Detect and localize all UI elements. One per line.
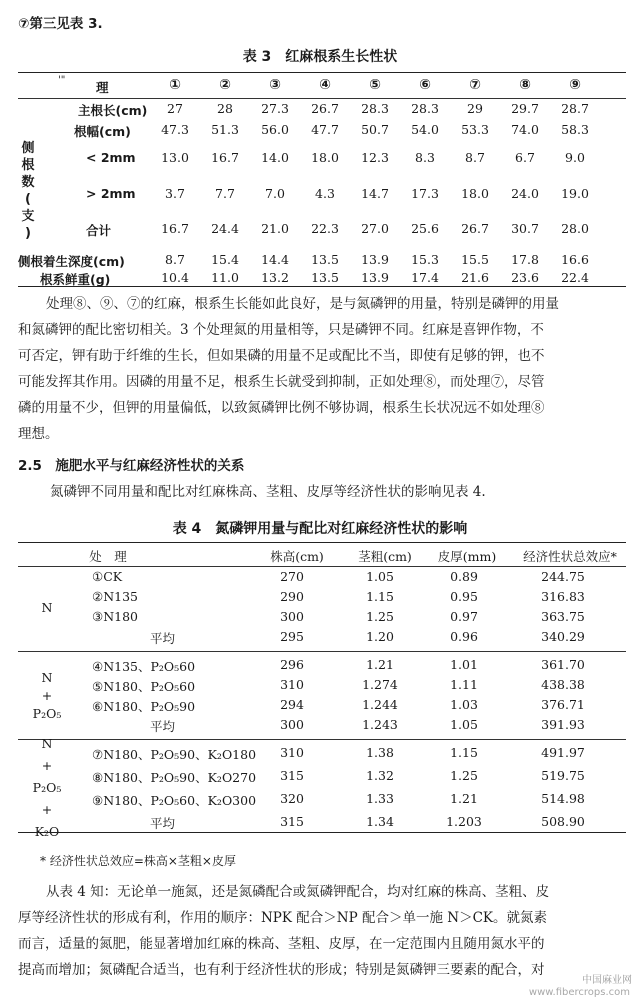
table4-group-label: N — [41, 736, 53, 751]
table3-cell: 14.4 — [261, 252, 289, 267]
table4-cell: 0.96 — [450, 629, 478, 644]
watermark-site-name: 中国麻业网 — [582, 975, 632, 986]
table4-cell: 1.11 — [450, 677, 478, 692]
table3-cell: 23.6 — [511, 270, 539, 285]
paragraph-1-line: 可否定，钾有助于纤维的生长，但如果磷的用量不足或配比不当，即使有足够的钾，也不 — [18, 348, 545, 364]
table4-header-rule — [18, 566, 626, 567]
table4-cell: 363.75 — [541, 609, 585, 624]
table3-side-char: 根 — [21, 158, 35, 173]
table3-col-header: ⑥ — [419, 77, 431, 93]
table4-cell: 1.244 — [362, 697, 398, 712]
table3-cell: 8.7 — [165, 252, 185, 267]
table3-cell: 24.0 — [511, 186, 539, 201]
table4-row-name: ⑧N180、P₂O₅90、K₂O270 — [92, 770, 257, 785]
table4-top-rule — [18, 542, 626, 543]
table4-cell: 315 — [280, 814, 304, 829]
table4-col-header: 经济性状总效应* — [523, 549, 617, 564]
table4-cell: 1.25 — [366, 609, 394, 624]
section-heading: 2.5 施肥水平与红麻经济性状的关系 — [18, 458, 245, 474]
table3-cell: 6.7 — [515, 150, 535, 165]
table3-top-rule — [18, 72, 626, 73]
section-text: 氮磷钾不同用量和配比对红麻株高、茎粗、皮厚等经济性状的影响见表 4. — [50, 484, 486, 500]
watermark-url: www.fibercrops.com — [528, 987, 630, 998]
table3-header-label: 理 — [96, 80, 109, 95]
table4-cell: 320 — [280, 791, 304, 806]
table3-side-char: ) — [25, 226, 31, 241]
table4-cell: 0.95 — [450, 589, 478, 604]
table4-row-name: ⑤N180、P₂O₅60 — [92, 679, 196, 694]
table3-row-label: 主根长(cm) — [78, 103, 148, 118]
table4-row-name: 平均 — [150, 631, 176, 646]
table4-cell: 315 — [280, 768, 304, 783]
table4-cell: 1.32 — [366, 768, 394, 783]
table4-cell: 1.03 — [450, 697, 478, 712]
table3-cell: 16.7 — [161, 221, 189, 236]
table4-group-label: + — [41, 802, 53, 817]
table4-cell: 438.38 — [541, 677, 585, 692]
table4-cell: 270 — [280, 569, 304, 584]
table3-cell: 13.5 — [311, 252, 339, 267]
table3-cell: 22.3 — [311, 221, 339, 236]
paragraph-1-line: 理想。 — [18, 426, 59, 442]
table3-cell: 19.0 — [561, 186, 589, 201]
table3-cell: 8.3 — [415, 150, 435, 165]
table3-cell: 21.6 — [461, 270, 489, 285]
table4-cell: 1.15 — [450, 745, 478, 760]
table3-cell: 4.3 — [315, 186, 335, 201]
table3-side-char: 侧 — [21, 141, 35, 156]
table4-cell: 1.25 — [450, 768, 478, 783]
table4-cell: 244.75 — [541, 569, 585, 584]
table3-col-header: ⑧ — [519, 77, 531, 93]
table4-cell: 300 — [280, 609, 304, 624]
table4-cell: 1.05 — [450, 717, 478, 732]
table4-cell: 310 — [280, 745, 304, 760]
table3-cell: 21.0 — [261, 221, 289, 236]
table4-group-label: N — [41, 670, 53, 685]
table3-cell: 74.0 — [511, 122, 539, 137]
table3-col-header: ① — [169, 77, 181, 93]
table3-cell: 54.0 — [411, 122, 439, 137]
table3-cell: 17.4 — [411, 270, 439, 285]
paragraph-2-line: 提高而增加；氮磷配合适当，也有利于经济性状的形成；特别是氮磷钾三要素的配合，对 — [18, 962, 545, 978]
table3-title: 表 3 红麻根系生长性状 — [242, 49, 398, 65]
table3-cell: 26.7 — [311, 101, 339, 116]
table4-cell: 1.15 — [366, 589, 394, 604]
table3-side-char: 数 — [21, 175, 35, 190]
table4-cell: 295 — [280, 629, 304, 644]
table4-row-name: ②N135 — [92, 589, 139, 604]
table4-cell: 0.89 — [450, 569, 478, 584]
table4-bottom-rule — [18, 832, 626, 833]
table4-row-name: ⑥N180、P₂O₅90 — [92, 699, 196, 714]
table4-cell: 491.97 — [541, 745, 585, 760]
table4-cell: 1.33 — [366, 791, 394, 806]
table3-cell: 27.3 — [261, 101, 289, 116]
table4-cell: 391.93 — [541, 717, 585, 732]
table3-cell: 10.4 — [161, 270, 189, 285]
table4-cell: 1.21 — [366, 657, 394, 672]
table3-header-tick: '" — [58, 75, 66, 86]
table3-cell: 28.3 — [411, 101, 439, 116]
table3-cell: 15.3 — [411, 252, 439, 267]
table4-row-name: 平均 — [150, 719, 176, 734]
table3-col-header: ④ — [319, 77, 331, 93]
table4-cell: 310 — [280, 677, 304, 692]
table4-group-label: K₂O — [34, 824, 60, 839]
table4-cell: 1.34 — [366, 814, 394, 829]
table3-cell: 24.4 — [211, 221, 239, 236]
table4-cell: 1.243 — [362, 717, 398, 732]
table3-cell: 28.7 — [561, 101, 589, 116]
table3-cell: 7.0 — [265, 186, 285, 201]
table3-row-label: 侧根着生深度(cm) — [18, 254, 125, 269]
table3-cell: 12.3 — [361, 150, 389, 165]
table3-cell: 13.0 — [161, 150, 189, 165]
table3-cell: 30.7 — [511, 221, 539, 236]
paragraph-1-line: 和氮磷钾的配比密切相关。3 个处理氮的用量相等，只是磷钾不同。红麻是喜钾作物，不 — [18, 322, 544, 338]
table4-group-label: N — [41, 600, 53, 615]
table4-cell: 1.05 — [366, 569, 394, 584]
table4-group-rule — [18, 739, 626, 740]
table4-row-name: 平均 — [150, 816, 176, 831]
table4-cell: 300 — [280, 717, 304, 732]
table3-cell: 17.3 — [411, 186, 439, 201]
table4-cell: 316.83 — [541, 589, 585, 604]
table4-group-label: P₂O₅ — [32, 780, 62, 795]
table4-group-rule — [18, 651, 626, 652]
table3-side-char: 支 — [21, 209, 35, 224]
table3-cell: 16.7 — [211, 150, 239, 165]
table3-row-label: > 2mm — [86, 186, 136, 201]
table4-title: 表 4 氮磷钾用量与配比对红麻经济性状的影响 — [172, 521, 468, 537]
table4-cell: 519.75 — [541, 768, 585, 783]
table3-cell: 56.0 — [261, 122, 289, 137]
table3-cell: 13.2 — [261, 270, 289, 285]
paragraph-1-line: 处理⑧、⑨、⑦的红麻，根系生长能如此良好，是与氮磷钾的用量，特别是磷钾的用量 — [46, 296, 559, 312]
table3-header-rule — [18, 98, 626, 99]
table4-cell: 0.97 — [450, 609, 478, 624]
table3-row-label: 根幅(cm) — [74, 124, 131, 139]
table3-cell: 14.0 — [261, 150, 289, 165]
table3-cell: 14.7 — [361, 186, 389, 201]
table4-cell: 296 — [280, 657, 304, 672]
table4-group-label: + — [41, 758, 53, 773]
table4-cell: 361.70 — [541, 657, 585, 672]
table4-row-name: ①CK — [92, 569, 123, 584]
table4-row-name: ③N180 — [92, 609, 139, 624]
table3-cell: 26.7 — [461, 221, 489, 236]
table4-cell: 340.29 — [541, 629, 585, 644]
table3-col-header: ⑨ — [569, 77, 581, 93]
table3-col-header: ② — [219, 77, 231, 93]
table3-cell: 13.9 — [361, 252, 389, 267]
table3-cell: 29 — [467, 101, 483, 116]
table3-side-char: ( — [25, 192, 31, 207]
table4-cell: 1.274 — [362, 677, 398, 692]
paragraph-1-line: 可能发挥其作用。因磷的用量不足，根系生长就受到抑制，正如处理⑧，而处理⑦，尽管 — [18, 374, 545, 390]
table4-row-name: ⑦N180、P₂O₅90、K₂O180 — [92, 747, 257, 762]
table3-cell: 11.0 — [211, 270, 239, 285]
table4-cell: 376.71 — [541, 697, 585, 712]
table3-cell: 29.7 — [511, 101, 539, 116]
table3-col-header: ⑦ — [469, 77, 481, 93]
table4-group-label: + — [41, 688, 53, 703]
table3-cell: 15.5 — [461, 252, 489, 267]
table3-cell: 27.0 — [361, 221, 389, 236]
table4-cell: 1.203 — [446, 814, 482, 829]
table3-cell: 25.6 — [411, 221, 439, 236]
table4-cell: 1.38 — [366, 745, 394, 760]
intro-line: ⑦第三见表 3. — [18, 16, 103, 32]
table3-cell: 58.3 — [561, 122, 589, 137]
table3-cell: 15.4 — [211, 252, 239, 267]
table3-cell: 17.8 — [511, 252, 539, 267]
table4-cell: 1.21 — [450, 791, 478, 806]
table3-cell: 8.7 — [465, 150, 485, 165]
table3-cell: 16.6 — [561, 252, 589, 267]
table3-cell: 18.0 — [461, 186, 489, 201]
table3-cell: 53.3 — [461, 122, 489, 137]
paragraph-2-line: 厚等经济性状的形成有利，作用的顺序：NPK 配合＞NP 配合＞单一施 N＞CK。就氮素 — [18, 910, 547, 926]
table3-cell: 47.3 — [161, 122, 189, 137]
table4-cell: 1.20 — [366, 629, 394, 644]
table3-row-label: 合计 — [86, 223, 112, 238]
table3-col-header: ③ — [269, 77, 281, 93]
table4-col-header: 皮厚(mm) — [437, 549, 497, 564]
table4-col-header: 株高(cm) — [270, 549, 324, 564]
table4-col-header: 处 理 — [89, 549, 127, 564]
table3-cell: 13.9 — [361, 270, 389, 285]
table3-cell: 7.7 — [215, 186, 235, 201]
table3-cell: 3.7 — [165, 186, 185, 201]
table4-cell: 514.98 — [541, 791, 585, 806]
table4-row-name: ⑨N180、P₂O₅60、K₂O300 — [92, 793, 257, 808]
table3-cell: 28.0 — [561, 221, 589, 236]
table3-cell: 18.0 — [311, 150, 339, 165]
table4-cell: 508.90 — [541, 814, 585, 829]
table3-row-label: 根系鲜重(g) — [40, 272, 111, 287]
table4-col-header: 茎粗(cm) — [358, 549, 412, 564]
table4-note: * 经济性状总效应=株高×茎粗×皮厚 — [40, 854, 236, 868]
paragraph-2-line: 而言，适量的氮肥，能显著增加红麻的株高、茎粗、皮厚，在一定范围内且随用氮水平的 — [18, 936, 545, 952]
table4-cell: 290 — [280, 589, 304, 604]
table4-cell: 1.01 — [450, 657, 478, 672]
table4-row-name: ④N135、P₂O₅60 — [92, 659, 196, 674]
table3-cell: 51.3 — [211, 122, 239, 137]
table4-group-label: P₂O₅ — [32, 706, 62, 721]
paragraph-1-line: 磷的用量不少，但钾的用量偏低，以致氮磷钾比例不够协调，根系生长状况远不如处理⑧ — [18, 400, 545, 416]
table3-cell: 47.7 — [311, 122, 339, 137]
paragraph-2-line: 从表 4 知：无论单一施氮，还是氮磷配合或氮磷钾配合，均对红麻的株高、茎粗、皮 — [46, 884, 550, 900]
table4-cell: 294 — [280, 697, 304, 712]
table3-cell: 27 — [167, 101, 183, 116]
table3-cell: 13.5 — [311, 270, 339, 285]
table3-cell: 9.0 — [565, 150, 585, 165]
table3-cell: 22.4 — [561, 270, 589, 285]
table3-cell: 28.3 — [361, 101, 389, 116]
table3-cell: 50.7 — [361, 122, 389, 137]
table3-cell: 28 — [217, 101, 233, 116]
table3-bottom-rule — [18, 286, 626, 287]
table3-col-header: ⑤ — [369, 77, 381, 93]
table3-row-label: < 2mm — [86, 150, 136, 165]
